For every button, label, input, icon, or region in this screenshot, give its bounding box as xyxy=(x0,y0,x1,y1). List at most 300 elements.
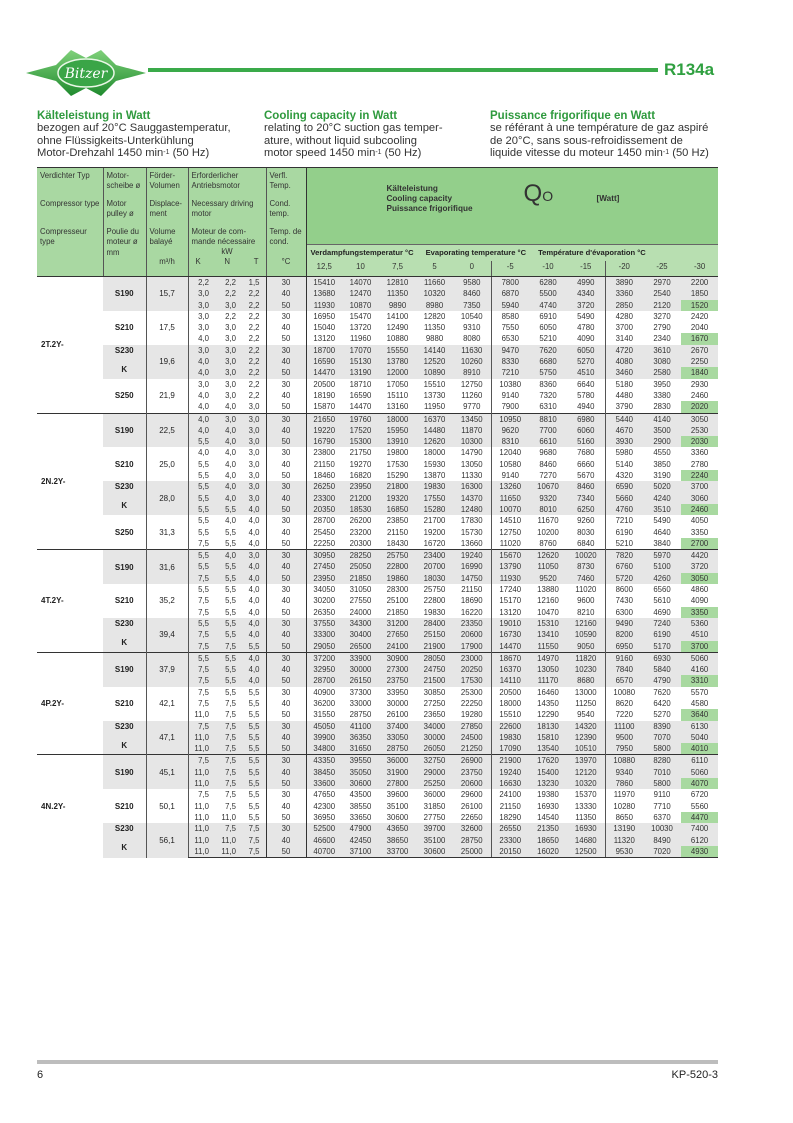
capacity-value: 4090 xyxy=(690,596,709,606)
motor-t: 4,0 xyxy=(242,504,266,515)
evap-temp-value: 10 xyxy=(342,261,379,277)
motor-n: 3,0 xyxy=(215,367,242,378)
capacity-value: 4580 xyxy=(690,698,709,708)
capacity-value: 28750 xyxy=(379,743,416,755)
capacity-value: 5610 xyxy=(653,596,671,606)
capacity-value: 15870 xyxy=(306,401,342,413)
capacity-value: 17620 xyxy=(529,755,567,767)
capacity-value: 13050 xyxy=(460,459,483,469)
capacity-value: 5020 xyxy=(643,481,681,492)
evap-temp-value: 7,5 xyxy=(379,261,416,277)
motor-t: 2,2 xyxy=(242,356,266,367)
capacity-value: 42450 xyxy=(342,835,379,846)
capacity-value: 30950 xyxy=(306,550,342,562)
capacity-value: 3890 xyxy=(605,277,643,289)
capacity-value: 7220 xyxy=(605,709,643,720)
capacity-value: 7950 xyxy=(605,743,643,755)
symbol: Q xyxy=(523,180,543,207)
capacity-value: 4340 xyxy=(567,288,605,299)
capacity-value: 16220 xyxy=(460,607,483,617)
capacity-value: 21500 xyxy=(416,675,453,686)
capacity-value: 20500 xyxy=(306,379,342,390)
label-fr: Volume balayé xyxy=(149,227,176,246)
capacity-value: 6980 xyxy=(567,413,605,425)
capacity-value: 21350 xyxy=(529,823,567,834)
capacity-value: 20600 xyxy=(453,778,491,789)
capacity-value: 6570 xyxy=(605,675,643,686)
cond-temp: 30 xyxy=(266,755,306,767)
capacity-value: 27550 xyxy=(349,596,372,606)
capacity-value: 4280 xyxy=(605,311,643,322)
evap-temp-value: -25 xyxy=(643,261,681,277)
capacity-value: 19320 xyxy=(379,493,416,504)
capacity-value: 4740 xyxy=(529,300,567,311)
intro-text: motor speed 1450 min xyxy=(264,147,376,160)
capacity-value: 6370 xyxy=(653,812,671,822)
capacity-value: 8490 xyxy=(643,835,681,846)
capacity-value: 4760 xyxy=(605,504,643,515)
capacity-value: 2780 xyxy=(690,459,709,469)
capacity-value: 18670 xyxy=(491,652,529,664)
motor-k: 7,5 xyxy=(188,595,215,606)
capacity-value: 2830 xyxy=(653,402,671,412)
capacity-value: 4510 xyxy=(681,629,718,640)
capacity-value: 11670 xyxy=(537,516,559,526)
label-de: Kälteleistung xyxy=(386,184,438,193)
capacity-value: 15410 xyxy=(306,277,342,289)
motor-t: 2,2 xyxy=(242,300,266,311)
capacity-value: 28300 xyxy=(386,585,409,595)
capacity-value: 24750 xyxy=(416,664,453,675)
motor-k: 5,5 xyxy=(188,652,215,664)
capacity-value: 4940 xyxy=(577,402,595,412)
capacity-value: 4720 xyxy=(605,345,643,356)
capacity-value: 5750 xyxy=(529,367,567,378)
capacity-value: 11950 xyxy=(423,402,446,412)
motor-t: 5,5 xyxy=(248,790,260,800)
displacement: 19,6 xyxy=(146,345,188,379)
capacity-value: 4320 xyxy=(605,470,643,481)
capacity-value: 34000 xyxy=(416,721,453,732)
label-en: Displace-ment xyxy=(149,199,182,218)
capacity-value: 31900 xyxy=(379,767,416,778)
capacity-value: 16590 xyxy=(349,390,372,400)
capacity-value: 14320 xyxy=(567,721,605,732)
motor-k: 4,0 xyxy=(188,447,215,458)
table-row xyxy=(37,755,718,767)
motor-t: 2,2 xyxy=(248,390,260,400)
capacity-value: 4550 xyxy=(653,448,671,458)
capacity-value: 26100 xyxy=(386,710,409,720)
displacement: 28,0 xyxy=(146,481,188,515)
capacity-value: 15110 xyxy=(386,390,409,400)
capacity-value: 19010 xyxy=(491,618,529,629)
capacity-value: 14070 xyxy=(342,277,379,289)
evap-temp-value: -20 xyxy=(605,261,643,277)
capacity-value: 3060 xyxy=(681,493,718,504)
capacity-value: 13230 xyxy=(529,778,567,789)
label-en: Evaporating temperature °C xyxy=(425,248,527,257)
capacity-value: 26250 xyxy=(306,481,342,492)
capacity-value: 6840 xyxy=(577,538,595,548)
label-de: Motor-scheibe ø xyxy=(106,171,141,190)
motor-t: 7,5 xyxy=(242,835,266,846)
capacity-value: 36000 xyxy=(423,790,446,800)
capacity-table xyxy=(37,167,718,858)
cond-temp: 50 xyxy=(266,333,306,344)
motor-pulley xyxy=(103,823,146,857)
intro-title-fr: Puissance frigorifique en Watt xyxy=(490,110,656,122)
capacity-value: 28700 xyxy=(306,515,342,526)
capacity-value: 7820 xyxy=(605,550,643,562)
motor-k: 5,5 xyxy=(188,527,215,538)
capacity-value: 11930 xyxy=(306,300,342,311)
capacity-value: 11170 xyxy=(529,675,567,686)
capacity-value: 36000 xyxy=(379,755,416,767)
motor-n: 5,5 xyxy=(225,538,236,548)
capacity-value: 24100 xyxy=(379,641,416,653)
capacity-value: 16720 xyxy=(423,538,446,548)
capacity-value: 11020 xyxy=(491,538,529,550)
capacity-value: 23350 xyxy=(453,618,491,629)
cond-temp: 50 xyxy=(266,709,306,720)
motor-t: 5,5 xyxy=(248,687,260,697)
cond-temp: 30 xyxy=(266,379,306,390)
capacity-value: 3610 xyxy=(643,345,681,356)
capacity-value: 8460 xyxy=(567,481,605,492)
motor-n: 5,5 xyxy=(225,527,236,537)
capacity-value: 27800 xyxy=(379,778,416,789)
capacity-value: 5720 xyxy=(605,573,643,584)
page-number: 6 xyxy=(37,1069,44,1081)
capacity-value: 25750 xyxy=(423,585,446,595)
motor-t: 7,5 xyxy=(242,846,266,858)
capacity-value: 26200 xyxy=(349,516,372,526)
label-de: Verfl. Temp. xyxy=(269,171,291,190)
capacity-value: 5970 xyxy=(643,550,681,562)
cond-temp: 40 xyxy=(266,767,306,778)
capacity-value: 12750 xyxy=(460,379,483,389)
capacity-value: 1670 xyxy=(681,333,718,344)
motor-t: 3,0 xyxy=(242,493,266,504)
cond-temp: 30 xyxy=(266,618,306,629)
capacity-value: 3050 xyxy=(681,573,718,584)
capacity-value: 3720 xyxy=(681,561,718,572)
motor-t: 4,0 xyxy=(242,629,266,640)
capacity-value: 3380 xyxy=(653,390,671,400)
capacity-value: 4080 xyxy=(605,356,643,367)
capacity-value: 7320 xyxy=(539,390,557,400)
capacity-value: 35050 xyxy=(342,767,379,778)
motor-t: 2,2 xyxy=(242,345,266,356)
capacity-value: 31200 xyxy=(379,618,416,629)
capacity-value: 2460 xyxy=(690,390,709,400)
capacity-value: 5100 xyxy=(643,561,681,572)
capacity-value: 15550 xyxy=(379,345,416,356)
capacity-value: 13970 xyxy=(567,755,605,767)
capacity-value: 7430 xyxy=(605,595,643,606)
capacity-value: 11630 xyxy=(453,345,491,356)
capacity-value: 12470 xyxy=(342,288,379,299)
capacity-value: 2420 xyxy=(690,311,709,321)
capacity-value: 3500 xyxy=(643,425,681,436)
capacity-value: 33300 xyxy=(306,629,342,640)
capacity-value: 4160 xyxy=(681,664,718,675)
cond-temp: 30 xyxy=(266,515,306,526)
capacity-value: 33650 xyxy=(349,812,372,822)
motor-k: 7,5 xyxy=(188,641,215,653)
capacity-value: 17090 xyxy=(491,743,529,755)
motor-n: 7,5 xyxy=(215,721,242,732)
motor-n: 3,0 xyxy=(215,356,242,367)
compressor-type: 2T.2Y- xyxy=(37,277,103,414)
motor-pulley: S250 xyxy=(114,391,134,401)
symbol-sub: O xyxy=(542,188,554,204)
capacity-value: 9580 xyxy=(453,277,491,289)
capacity-value: 5800 xyxy=(643,743,681,755)
table-row xyxy=(37,311,718,322)
capacity-value: 7340 xyxy=(567,493,605,504)
cond-temp-header xyxy=(266,168,306,277)
displacement: 17,5 xyxy=(146,311,188,345)
capacity-value: 30600 xyxy=(416,846,453,858)
capacity-value: 27650 xyxy=(379,629,416,640)
capacity-value: 4780 xyxy=(577,323,595,333)
capacity-value: 41100 xyxy=(342,721,379,732)
compressor-type: 4N.2Y- xyxy=(37,755,103,858)
motor-k: 7,5 xyxy=(188,755,215,767)
cond-temp: 30 xyxy=(266,413,306,425)
capacity-value: 18700 xyxy=(306,345,342,356)
capacity-value: 3140 xyxy=(605,333,643,344)
label-fr: Poulie du moteur ø xyxy=(106,227,140,246)
label-de: Erforderlicher Antriebsmotor xyxy=(191,171,241,190)
capacity-value: 6530 xyxy=(491,333,529,344)
capacity-value: 42300 xyxy=(306,801,342,812)
capacity-value: 4090 xyxy=(577,334,595,344)
intro-title-en: Cooling capacity in Watt xyxy=(264,110,398,122)
capacity-value: 10880 xyxy=(386,334,409,344)
motor-t: 4,0 xyxy=(248,516,260,526)
capacity-value: 13790 xyxy=(491,561,529,572)
capacity-value: 11930 xyxy=(491,573,529,584)
capacity-value: 30900 xyxy=(379,652,416,664)
motor-k: 11,0 xyxy=(188,767,215,778)
motor-k: 3,0 xyxy=(188,322,215,333)
cond-temp: 40 xyxy=(266,835,306,846)
capacity-value: 3360 xyxy=(690,448,709,458)
capacity-value: 7070 xyxy=(643,732,681,743)
motor-n: 7,5 xyxy=(215,823,242,834)
capacity-value: 26900 xyxy=(453,755,491,767)
cond-temp: 40 xyxy=(266,459,306,470)
table-row xyxy=(37,789,718,800)
motor-k: 7,5 xyxy=(188,721,215,732)
capacity-value: 4420 xyxy=(681,550,718,562)
capacity-value: 15670 xyxy=(491,550,529,562)
compressor-type: 4T.2Y- xyxy=(37,550,103,653)
displacement: 31,6 xyxy=(146,550,188,584)
capacity-value: 5500 xyxy=(529,288,567,299)
capacity-value: 6910 xyxy=(539,311,557,321)
intro-text: se référant à une température de gaz aspiré xyxy=(490,122,709,135)
capacity-value: 40700 xyxy=(306,846,342,858)
capacity-value: 10080 xyxy=(605,687,643,698)
motor-t: 4,0 xyxy=(242,675,266,686)
capacity-value: 30400 xyxy=(342,629,379,640)
capacity-value: 16730 xyxy=(491,629,529,640)
capacity-value: 5560 xyxy=(690,801,709,811)
capacity-value: 26550 xyxy=(491,823,529,834)
bitzer-logo xyxy=(26,48,146,98)
motor-pulley: S210 xyxy=(114,323,134,333)
capacity-value: 8980 xyxy=(416,300,453,311)
motor-k: 3,0 xyxy=(188,288,215,299)
motor-t: 5,5 xyxy=(242,767,266,778)
evap-temp-value: 5 xyxy=(416,261,453,277)
cond-temp: 40 xyxy=(266,698,306,709)
intro-text: bezogen auf 20°C Sauggastemperatur, xyxy=(37,122,231,135)
capacity-value: 9490 xyxy=(605,618,643,629)
capacity-value: 21150 xyxy=(461,585,483,595)
motor-n: 5,5 xyxy=(225,607,236,617)
capacity-value: 2040 xyxy=(690,323,709,333)
motor-pulley-header xyxy=(103,168,146,277)
motor-n: 5,5 xyxy=(225,585,236,595)
motor-n: 2,2 xyxy=(215,277,242,289)
capacity-value: 14140 xyxy=(416,345,453,356)
capacity-value: 15510 xyxy=(491,709,529,720)
capacity-value: 16460 xyxy=(537,687,559,697)
capacity-value: 11330 xyxy=(461,471,483,481)
motor-t: 4,0 xyxy=(242,652,266,664)
capacity-value: 6610 xyxy=(529,436,567,447)
unit: mm xyxy=(106,248,120,257)
capacity-value: 19280 xyxy=(460,710,483,720)
motor-n: 7,5 xyxy=(215,778,242,789)
capacity-value: 23800 xyxy=(306,447,342,458)
label-fr: Température d'évaporation °C xyxy=(538,248,646,257)
motor-t: 5,5 xyxy=(248,812,260,822)
capacity-value: 5170 xyxy=(643,641,681,653)
capacity-value: 30000 xyxy=(386,698,409,708)
motor-t: 2,2 xyxy=(248,311,260,321)
pulley-k-suffix: K xyxy=(121,843,128,853)
label-en: Motor pulley ø xyxy=(106,199,134,218)
capacity-value: 31050 xyxy=(349,585,372,595)
capacity-value: 19760 xyxy=(342,413,379,425)
cond-temp: 50 xyxy=(266,641,306,653)
cond-temp: 40 xyxy=(266,801,306,812)
capacity-value: 21850 xyxy=(386,607,409,617)
motor-n: 7,5 xyxy=(225,790,236,800)
motor-n: 5,5 xyxy=(225,687,236,697)
capacity-value: 30850 xyxy=(423,687,446,697)
capacity-value: 23750 xyxy=(379,675,416,686)
capacity-value: 10230 xyxy=(567,664,605,675)
capacity-value: 8810 xyxy=(529,413,567,425)
motor-n: 4,0 xyxy=(215,481,242,492)
motor-k: 11,0 xyxy=(188,801,215,812)
displacement: 15,7 xyxy=(146,277,188,311)
capacity-value: 32750 xyxy=(416,755,453,767)
capacity-value: 3050 xyxy=(681,413,718,425)
motor-n: 3,0 xyxy=(225,334,236,344)
table-row xyxy=(37,721,718,732)
table-row xyxy=(37,584,718,595)
motor-pulley xyxy=(103,721,146,755)
capacity-value: 6250 xyxy=(567,504,605,515)
capacity-value: 5490 xyxy=(653,516,671,526)
motor-t: 3,0 xyxy=(242,413,266,425)
unit: [Watt] xyxy=(596,194,620,203)
motor-n: 3,0 xyxy=(215,413,242,425)
motor-n: 7,5 xyxy=(225,801,236,811)
capacity-value: 4480 xyxy=(605,390,643,401)
capacity-value: 6060 xyxy=(567,425,605,436)
capacity-value: 5210 xyxy=(539,334,557,344)
capacity-value: 13880 xyxy=(537,585,559,595)
motor-t: 5,5 xyxy=(242,641,266,653)
motor-k: 5,5 xyxy=(188,459,215,470)
motor-k: 7,5 xyxy=(188,664,215,675)
capacity-value: 43650 xyxy=(379,823,416,834)
intro-german xyxy=(37,110,231,160)
motor-n: 7,5 xyxy=(215,755,242,767)
capacity-value: 37300 xyxy=(349,687,372,697)
capacity-value: 5180 xyxy=(605,379,643,390)
capacity-value: 2580 xyxy=(643,367,681,378)
capacity-value: 10540 xyxy=(460,311,483,321)
capacity-value: 25000 xyxy=(453,846,491,858)
capacity-value: 6560 xyxy=(653,585,671,595)
capacity-value: 9320 xyxy=(529,493,567,504)
motor-pulley: S210 xyxy=(114,801,134,811)
motor-n: 7,5 xyxy=(215,767,242,778)
capacity-value: 2460 xyxy=(681,504,718,515)
capacity-value: 15470 xyxy=(349,311,372,321)
capacity-value: 3700 xyxy=(605,322,643,333)
capacity-value: 6930 xyxy=(643,652,681,664)
capacity-value: 7020 xyxy=(643,846,681,858)
table-row xyxy=(37,447,718,458)
capacity-value: 9050 xyxy=(567,641,605,653)
cond-temp: 50 xyxy=(266,470,306,481)
motor-t: 4,0 xyxy=(248,607,260,617)
cond-temp: 40 xyxy=(266,629,306,640)
capacity-value: 24000 xyxy=(349,607,372,617)
pulley-k-suffix: K xyxy=(121,740,128,750)
label: N xyxy=(224,256,231,266)
capacity-value: 18000 xyxy=(379,413,416,425)
capacity-value: 36950 xyxy=(306,812,342,823)
motor-n: 3,0 xyxy=(215,300,242,311)
capacity-value: 8460 xyxy=(539,459,557,469)
label-fr: Temp. de cond. xyxy=(269,227,302,246)
capacity-value: 5060 xyxy=(681,652,718,664)
cond-temp: 30 xyxy=(266,823,306,834)
displacement: 56,1 xyxy=(146,823,188,857)
capacity-value: 28400 xyxy=(416,618,453,629)
footer-rule xyxy=(37,1060,718,1064)
capacity-value: 16850 xyxy=(379,504,416,515)
capacity-value: 10470 xyxy=(537,607,559,617)
capacity-value: 16630 xyxy=(491,778,529,789)
capacity-value: 37550 xyxy=(306,618,342,629)
pulley-k-suffix: K xyxy=(121,364,128,374)
capacity-value: 10070 xyxy=(491,504,529,515)
motor-k: 4,0 xyxy=(188,367,215,378)
